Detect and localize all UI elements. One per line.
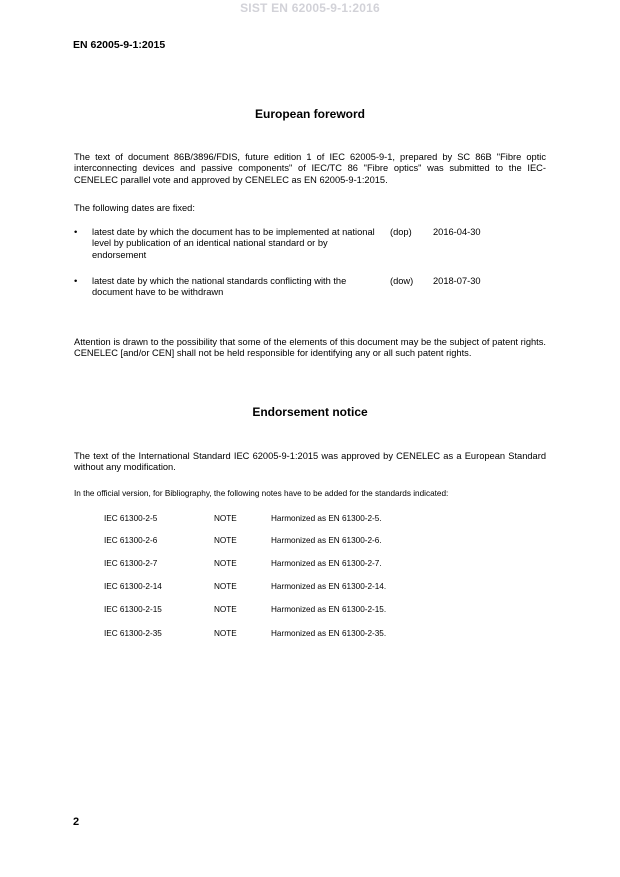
note-text: Harmonized as EN 61300-2-6. <box>271 536 382 545</box>
note-text: Harmonized as EN 61300-2-15. <box>271 605 387 614</box>
date-item-text: latest date by which the national standards conflicting with the document have to be withdrawn <box>92 276 347 298</box>
foreword-title: European foreword <box>254 107 365 121</box>
bibliography-note-row <box>104 559 524 571</box>
foreword-intro-paragraph: The text of document 86B/3896/FDIS, future edition 1 of IEC 62005-9-1, prepared by SC 86B "Fibre optic interconnecting devices and passive components" of IEC/TC 86 "Fibre optics" was submitted to the IEC-CENELEC parallel vote and approved by CENELEC as EN 62005-9-1:2015. <box>74 152 546 185</box>
note-text: Harmonized as EN 61300-2-35. <box>271 629 387 638</box>
bullet-icon: • <box>74 276 78 287</box>
note-text: Harmonized as EN 61300-2-7. <box>271 559 382 568</box>
date-item-date: 2016-04-30 <box>433 227 481 237</box>
note-text: Harmonized as EN 61300-2-14. <box>271 582 387 591</box>
note-standard: IEC 61300-2-7 <box>104 559 158 568</box>
note-standard: IEC 61300-2-5 <box>104 514 158 523</box>
note-standard: IEC 61300-2-15 <box>104 605 162 614</box>
note-label: NOTE <box>214 629 237 638</box>
note-standard: IEC 61300-2-35 <box>104 629 162 638</box>
document-id-header: EN 62005-9-1:2015 <box>73 39 166 51</box>
bullet-icon: • <box>74 227 78 238</box>
bibliography-note-row <box>104 605 524 617</box>
watermark: SIST EN 62005-9-1:2016 <box>240 1 380 15</box>
note-text: Harmonized as EN 61300-2-5. <box>271 514 382 523</box>
page-number: 2 <box>73 816 80 828</box>
date-item-code: (dop) <box>390 227 412 237</box>
date-item-text: latest date by which the document has to be implemented at national level by publication of an identical national standard or by endorsement <box>92 227 375 260</box>
endorsement-title: Endorsement notice <box>252 405 368 419</box>
note-label: NOTE <box>214 536 237 545</box>
bibliography-intro: In the official version, for Bibliography, the following notes have to be added for the standards indicated: <box>74 489 449 498</box>
date-item-code: (dow) <box>390 276 414 286</box>
bibliography-note-row <box>104 514 524 526</box>
note-label: NOTE <box>214 582 237 591</box>
bibliography-note-row <box>104 629 524 641</box>
note-label: NOTE <box>214 559 237 568</box>
endorsement-paragraph: The text of the International Standard IEC 62005-9-1:2015 was approved by CENELEC as a European Standard without any modification. <box>74 451 546 473</box>
note-standard: IEC 61300-2-6 <box>104 536 158 545</box>
note-standard: IEC 61300-2-14 <box>104 582 162 591</box>
note-label: NOTE <box>214 514 237 523</box>
dates-intro: The following dates are fixed: <box>74 203 195 213</box>
bibliography-note-row <box>104 536 524 548</box>
note-label: NOTE <box>214 605 237 614</box>
bibliography-note-row <box>104 582 524 594</box>
patent-attention-paragraph: Attention is drawn to the possibility that some of the elements of this document may be the subject of patent rights. CENELEC [and/or CEN] shall not be held responsible for identifying any or all such patent rights. <box>74 337 546 359</box>
date-item-date: 2018-07-30 <box>433 276 481 286</box>
